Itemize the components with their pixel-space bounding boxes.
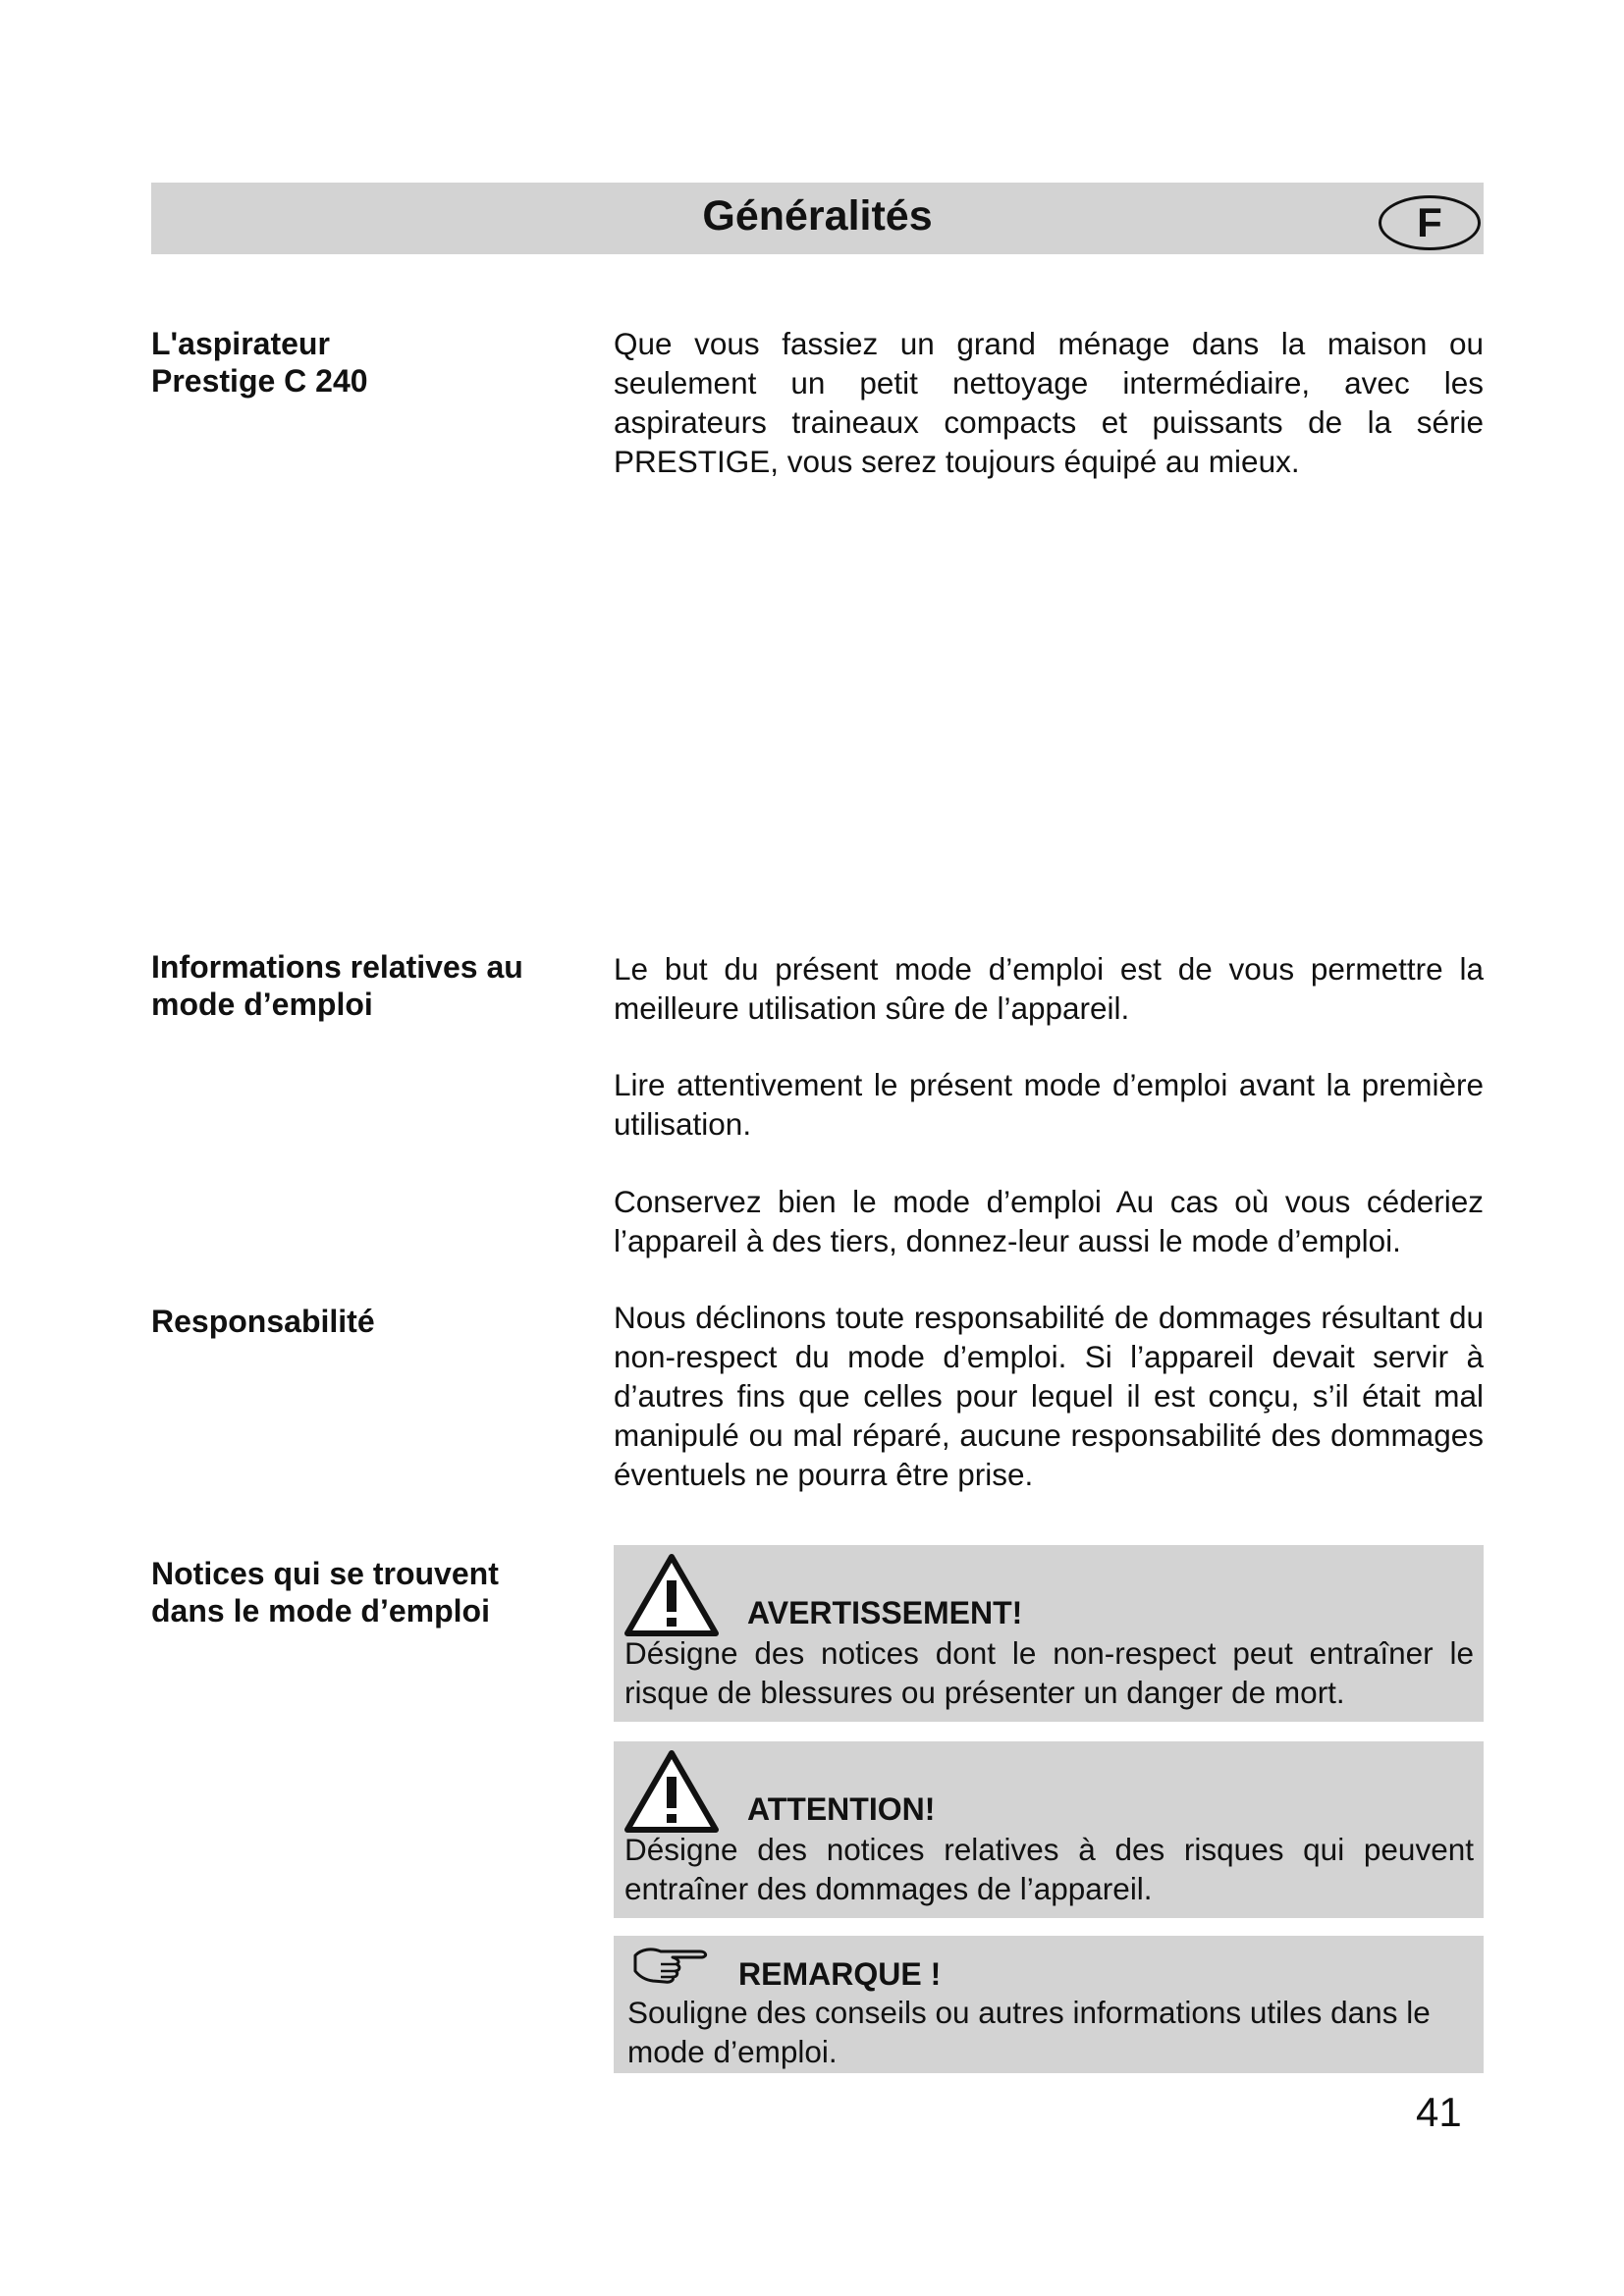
warning-notice-box — [614, 1545, 1484, 1722]
remark-notice-box — [614, 1936, 1484, 2073]
info-paragraph-1: Le but du présent mode d’emploi est de vous permettre la meilleure utilisation sûre de l’appareil. — [614, 951, 1484, 1026]
intro-paragraph: Que vous fassiez un grand ménage dans la maison ou seulement un petit nettoyage intermédiaire, avec les aspirateurs traineaux compacts et puissants de la série PRESTIGE, vous serez toujours équipé au mieux. — [614, 326, 1484, 479]
pointing-hand-icon — [631, 1944, 712, 1985]
info-paragraph-2: Lire attentivement le présent mode d’emploi avant la première utilisation. — [614, 1067, 1484, 1142]
attention-notice-box — [614, 1741, 1484, 1918]
section-label-line: L'aspirateur — [151, 326, 330, 361]
warning-text: Désigne des notices dont le non-respect peut entraîner le risque de blessures ou présenter un danger de mort. — [624, 1635, 1474, 1710]
info-paragraph-3: Conservez bien le mode d’emploi Au cas où vous céderiez l’appareil à des tiers, donnez-leur aussi le mode d’emploi. — [614, 1184, 1484, 1258]
remark-title: REMARQUE ! — [738, 1956, 942, 1992]
header-bar — [151, 183, 1484, 254]
liability-paragraph: Nous déclinons toute responsabilité de dommages résultant du non-respect du mode d’emploi. Si l’appareil devait servir à d’autres fins que celles pour lequel il est conçu, s’il était mal manipulé ou mal réparé, aucune responsabilité des dommages éventuels ne pourra être prise. — [614, 1300, 1484, 1492]
attention-title: ATTENTION! — [747, 1791, 936, 1827]
attention-text: Désigne des notices relatives à des risques qui peuvent entraîner des dommages de l’appareil. — [624, 1832, 1474, 1906]
section-label-line: Prestige C 240 — [151, 363, 368, 399]
section-label-liability: Responsabilité — [151, 1304, 375, 1339]
page-title: Généralités — [702, 192, 933, 240]
warning-triangle-icon — [623, 1553, 720, 1637]
warning-title: AVERTISSEMENT! — [747, 1595, 1023, 1630]
section-label-vacuum — [151, 325, 564, 400]
language-badge: F — [1379, 195, 1481, 250]
section-label-notices: Notices qui se trouvent dans le mode d’emploi — [151, 1556, 499, 1629]
page-number: 41 — [1416, 2089, 1462, 2135]
section-label-info: Informations relatives au mode d’emploi — [151, 949, 523, 1022]
remark-text: Souligne des conseils ou autres informations utiles dans le mode d’emploi. — [627, 1995, 1431, 2069]
warning-triangle-icon — [623, 1749, 720, 1834]
